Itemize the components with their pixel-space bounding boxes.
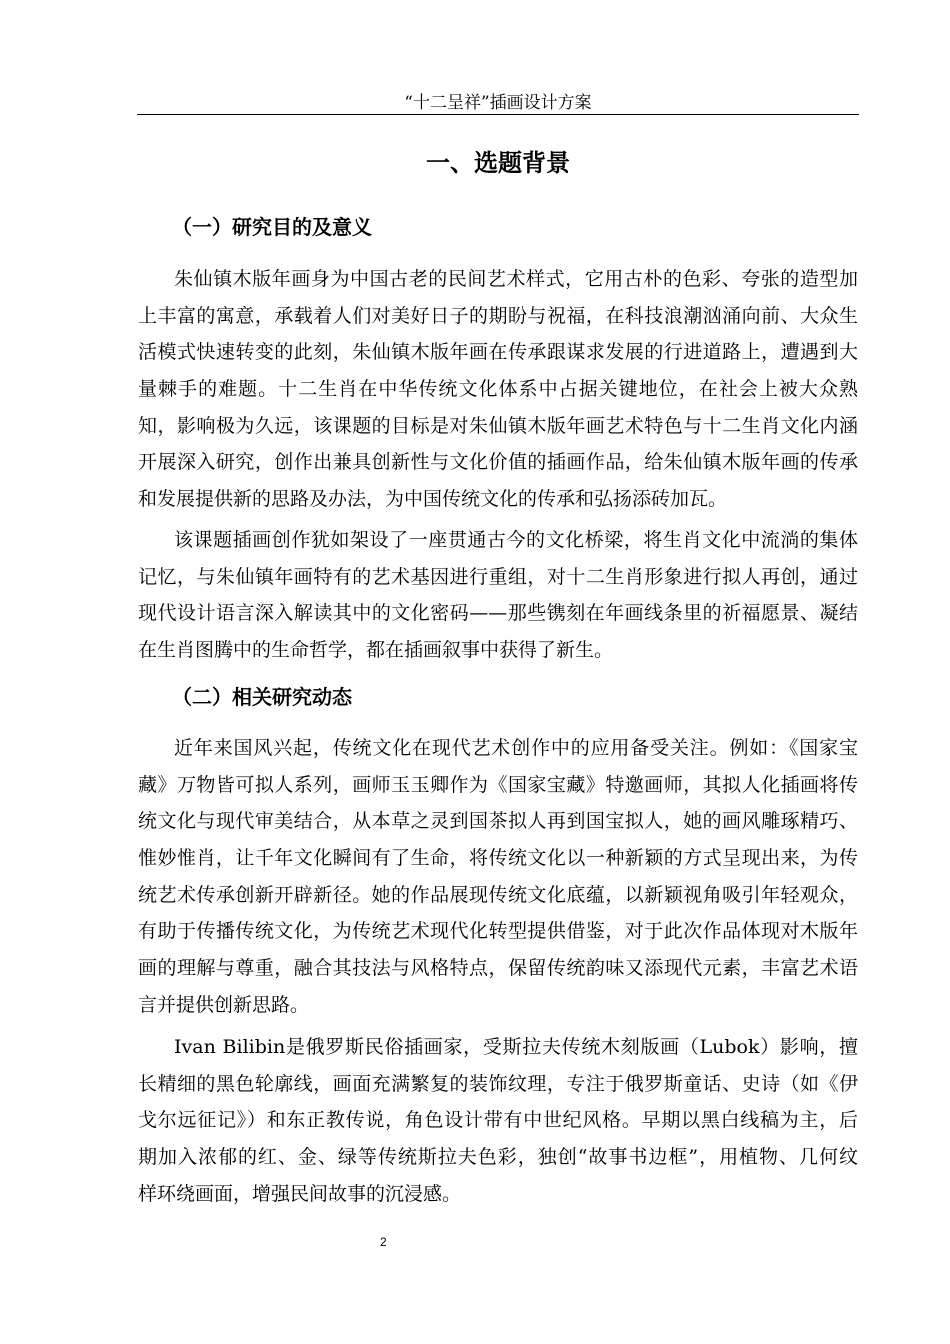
header-rule xyxy=(137,114,859,115)
text-line: 言并提供创新思路。 xyxy=(138,993,310,1016)
text-line: 惟妙惟肖，让千年文化瞬间有了生命，将传统文化以一种新颖的方式呈现出来，为传 xyxy=(138,847,858,870)
text-line: 戈尔远征记》）和东正教传说，角色设计带有中世纪风格。早期以黑白线稿为主，后 xyxy=(138,1109,858,1132)
text-line: 统艺术传承创新开辟新径。她的作品展现传统文化底蕴，以新颖视角吸引年轻观众， xyxy=(138,883,858,906)
text-line: 开展深入研究，创作出兼具创新性与文化价值的插画作品，给朱仙镇木版年画的传承 xyxy=(138,451,858,474)
text-line: Ivan Bilibin是俄罗斯民俗插画家，受斯拉夫传统木刻版画（Lubok）影响，擅 xyxy=(174,1036,858,1058)
text-line: 藏》万物皆可拟人系列，画师玉玉卿作为《国家宝藏》特邀画师，其拟人化插画将传 xyxy=(138,773,858,796)
text-line: 长精细的黑色轮廓线，画面充满繁复的装饰纹理，专注于俄罗斯童话、史诗（如《伊 xyxy=(138,1072,858,1095)
text-line: 知，影响极为久远，该课题的目标是对朱仙镇木版年画艺术特色与十二生肖文化内涵 xyxy=(138,414,858,437)
paragraph xyxy=(138,730,858,1024)
text-line: 量棘手的难题。十二生肖在中华传统文化体系中占据关键地位，在社会上被大众熟 xyxy=(138,378,858,401)
text-line: 近年来国风兴起，传统文化在现代艺术创作中的应用备受关注。例如：《国家宝 xyxy=(174,737,858,759)
section-heading-purpose: （一）研究目的及意义 xyxy=(172,215,372,239)
page-number: 2 xyxy=(380,1235,387,1249)
text-line: 现代设计语言深入解读其中的文化密码——那些镌刻在年画线条里的祈福愿景、凝结 xyxy=(138,602,858,625)
paragraph xyxy=(138,261,858,518)
text-line: 样环绕画面，增强民间故事的沉浸感。 xyxy=(138,1182,462,1205)
text-line: 统文化与现代审美结合，从本草之灵到国茶拟人再到国宝拟人，她的画风雕琢精巧、 xyxy=(138,810,858,833)
running-header: “十二呈祥”插画设计方案 xyxy=(404,93,592,113)
text-line: 记忆，与朱仙镇年画特有的艺术基因进行重组，对十二生肖形象进行拟人再创，通过 xyxy=(138,565,858,588)
text-line: 期加入浓郁的红、金、绿等传统斯拉夫色彩，独创“故事书边框”，用植物、几何纹 xyxy=(138,1146,858,1169)
text-line: 该课题插画创作犹如架设了一座贯通古今的文化桥梁，将生肖文化中流淌的集体 xyxy=(174,529,858,551)
text-line: 有助于传播传统文化，为传统艺术现代化转型提供借鉴，对于此次作品体现对木版年 xyxy=(138,920,858,943)
section-heading-research: （二）相关研究动态 xyxy=(172,685,352,709)
text-line: 在生肖图腾中的生命哲学，都在插画叙事中获得了新生。 xyxy=(138,639,614,662)
chapter-title: 一、选题背景 xyxy=(426,149,570,177)
text-line: 画的理解与尊重，融合其技法与风格特点，保留传统韵味又添现代元素，丰富艺术语 xyxy=(138,957,858,980)
paragraph xyxy=(138,1029,858,1212)
text-line: 上丰富的寓意，承载着人们对美好日子的期盼与祝福，在科技浪潮汹涌向前、大众生 xyxy=(138,304,858,327)
paragraph xyxy=(138,522,858,669)
text-line: 朱仙镇木版年画身为中国古老的民间艺术样式，它用古朴的色彩、夸张的造型加 xyxy=(174,268,858,290)
text-line: 活模式快速转变的此刻，朱仙镇木版年画在传承跟谋求发展的行进道路上，遭遇到大 xyxy=(138,341,858,364)
text-line: 和发展提供新的思路及办法，为中国传统文化的传承和弘扬添砖加瓦。 xyxy=(138,488,728,511)
